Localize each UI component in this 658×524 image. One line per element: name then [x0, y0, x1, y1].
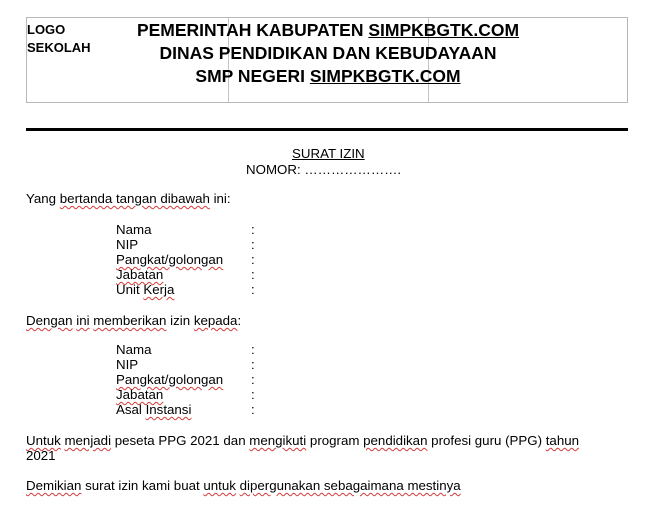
field-label-jabatan: Jabatan	[116, 387, 164, 402]
word: tahun	[545, 433, 580, 448]
field-colon: :	[251, 237, 255, 252]
word: dipergunakan sebagaimana mestinya	[239, 478, 461, 493]
field-colon: :	[251, 387, 255, 402]
word: ini	[76, 313, 90, 328]
word: kepada	[193, 313, 238, 328]
field-colon: :	[251, 252, 255, 267]
letterhead-link[interactable]: SIMPKBGTK.COM	[368, 20, 520, 40]
letterhead-text: SMP NEGERI	[195, 66, 310, 86]
field-label-unit-kerja	[116, 282, 174, 298]
field-colon: :	[251, 267, 255, 282]
word: surat izin kami buat	[85, 478, 200, 493]
word: untuk	[203, 478, 236, 493]
letter-title: SURAT IZIN	[292, 146, 365, 161]
purpose-text	[26, 433, 579, 449]
field-label-nama: Nama	[116, 342, 152, 357]
field-label-nip: NIP	[116, 357, 139, 372]
letterhead-line-3	[122, 66, 534, 87]
letterhead-text: PEMERINTAH KABUPATEN	[136, 20, 369, 40]
field-colon: :	[251, 372, 255, 387]
word: Instansi	[145, 402, 192, 417]
word: :	[237, 313, 242, 328]
letter-number: NOMOR: ………………….	[246, 162, 402, 177]
field-colon: :	[251, 222, 255, 237]
field-colon: :	[251, 402, 255, 417]
word: bertanda tangan dibawah	[59, 191, 210, 206]
word: mengikuti	[249, 433, 307, 448]
field-colon: :	[251, 357, 255, 372]
word: Kerja	[143, 282, 175, 297]
logo-line: LOGO	[27, 22, 66, 37]
word: profesi guru (PPG)	[431, 433, 543, 448]
purpose-text-line-2: 2021	[26, 448, 56, 463]
word: memberikan	[93, 313, 167, 328]
letterhead-line-1	[122, 20, 534, 41]
field-label-pangkat: Pangkat/golongan	[116, 372, 224, 387]
field-label-jabatan: Jabatan	[116, 267, 164, 282]
letterhead-rule	[26, 128, 628, 131]
word: Unit	[116, 282, 140, 297]
word: peseta PPG 2021 dan	[114, 433, 246, 448]
word: Yang	[26, 191, 57, 206]
school-logo-placeholder	[27, 21, 91, 57]
word: pendidikan	[363, 433, 428, 448]
word: izin	[170, 313, 191, 328]
intro-text	[26, 191, 231, 207]
grant-text	[26, 313, 241, 329]
letterhead-link[interactable]: SIMPKBGTK.COM	[309, 66, 461, 86]
field-colon: :	[251, 342, 255, 357]
field-label-asal-instansi	[116, 402, 191, 418]
word: Asal	[116, 402, 142, 417]
logo-line: SEKOLAH	[27, 40, 91, 55]
word: program	[309, 433, 360, 448]
word: ini:	[213, 191, 231, 206]
word: Demikian	[26, 478, 82, 493]
letterhead-line-2: DINAS PENDIDIKAN DAN KEBUDAYAAN	[159, 43, 497, 63]
field-colon: :	[251, 282, 255, 297]
word: menjadi	[64, 433, 112, 448]
field-label-nip: NIP	[116, 237, 139, 252]
closing-text	[26, 478, 461, 494]
word: Untuk	[26, 433, 61, 448]
field-label-pangkat: Pangkat/golongan	[116, 252, 224, 267]
word: Dengan	[26, 313, 73, 328]
field-label-nama: Nama	[116, 222, 152, 237]
